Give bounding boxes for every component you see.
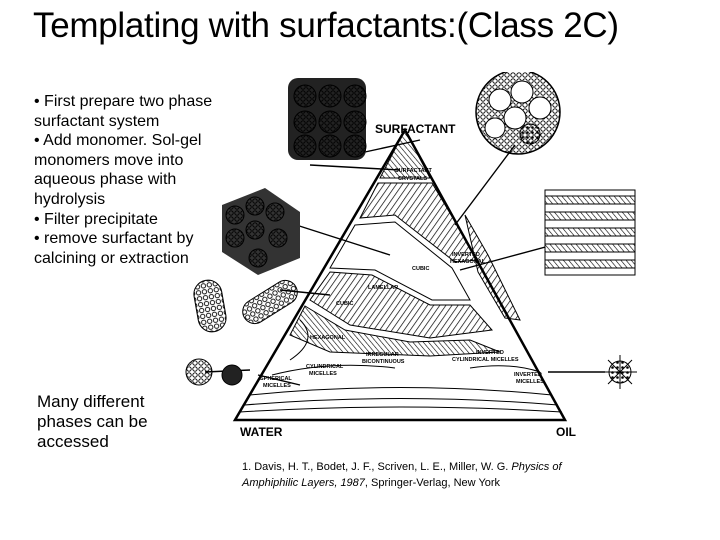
inverted-micelle-image <box>603 355 637 389</box>
phases-note: Many different phases can be accessed <box>37 392 148 451</box>
region-label: BICONTINUOUS <box>362 359 405 365</box>
region-label: HEXAGONAL <box>310 335 346 341</box>
phase-diagram <box>180 72 640 450</box>
region-label: MICELLES <box>516 379 544 385</box>
region-label: CYLINDRICAL <box>306 364 344 370</box>
cylindrical-micelle-image <box>192 276 302 334</box>
vertex-label-oil: OIL <box>556 425 576 439</box>
region-label: SURFACTANT <box>395 168 432 174</box>
bullet-item: • remove surfactant by calcining or extraction <box>34 230 194 267</box>
region-label: INVERTED <box>514 372 542 378</box>
cylinder-bundle-image <box>222 188 300 275</box>
reference-journal: Physics of Amphiphilic Layers, <box>242 461 562 489</box>
reference-citation <box>242 459 602 491</box>
reference-authors: 1. Davis, H. T., Bodet, J. F., Scriven, L. E., Miller, W. G. <box>242 461 509 473</box>
region-label: CYLINDRICAL MICELLES <box>452 357 519 363</box>
inverted-micelle-cluster-image <box>476 72 560 154</box>
lamellar-stack-image <box>545 190 635 275</box>
region-label: SPHERICAL <box>260 376 292 382</box>
region-label: MICELLES <box>309 371 337 377</box>
bullet-item: • Filter precipitate <box>34 210 158 228</box>
reference-year: 1987 <box>340 477 365 489</box>
region-label: CUBIC <box>336 301 354 307</box>
region-label: LAMELLAR <box>368 285 399 291</box>
region-label: IRREGULAR <box>366 352 399 358</box>
reference-publisher: , Springer-Verlag, New York <box>364 477 501 489</box>
region-label: HEXAGONAL <box>450 259 486 265</box>
region-label: CRYSTALS <box>398 176 428 182</box>
region-label: MICELLES <box>263 383 291 389</box>
vertex-label-water: WATER <box>240 425 283 439</box>
hexagonal-structure-image <box>288 78 366 160</box>
region-label: INVERTED <box>452 252 480 258</box>
bullet-item: • Add monomer. Sol-gel monomers move into aqueous phase with hydrolysis <box>34 132 202 208</box>
bullet-item: • First prepare two phase surfactant system <box>34 93 213 130</box>
region-label: INVERTED <box>476 350 504 356</box>
slide-title: Templating with surfactants:(Class 2C) <box>33 6 619 45</box>
region-label: CUBIC <box>412 266 430 272</box>
vertex-label-surfactant: SURFACTANT <box>375 122 456 136</box>
